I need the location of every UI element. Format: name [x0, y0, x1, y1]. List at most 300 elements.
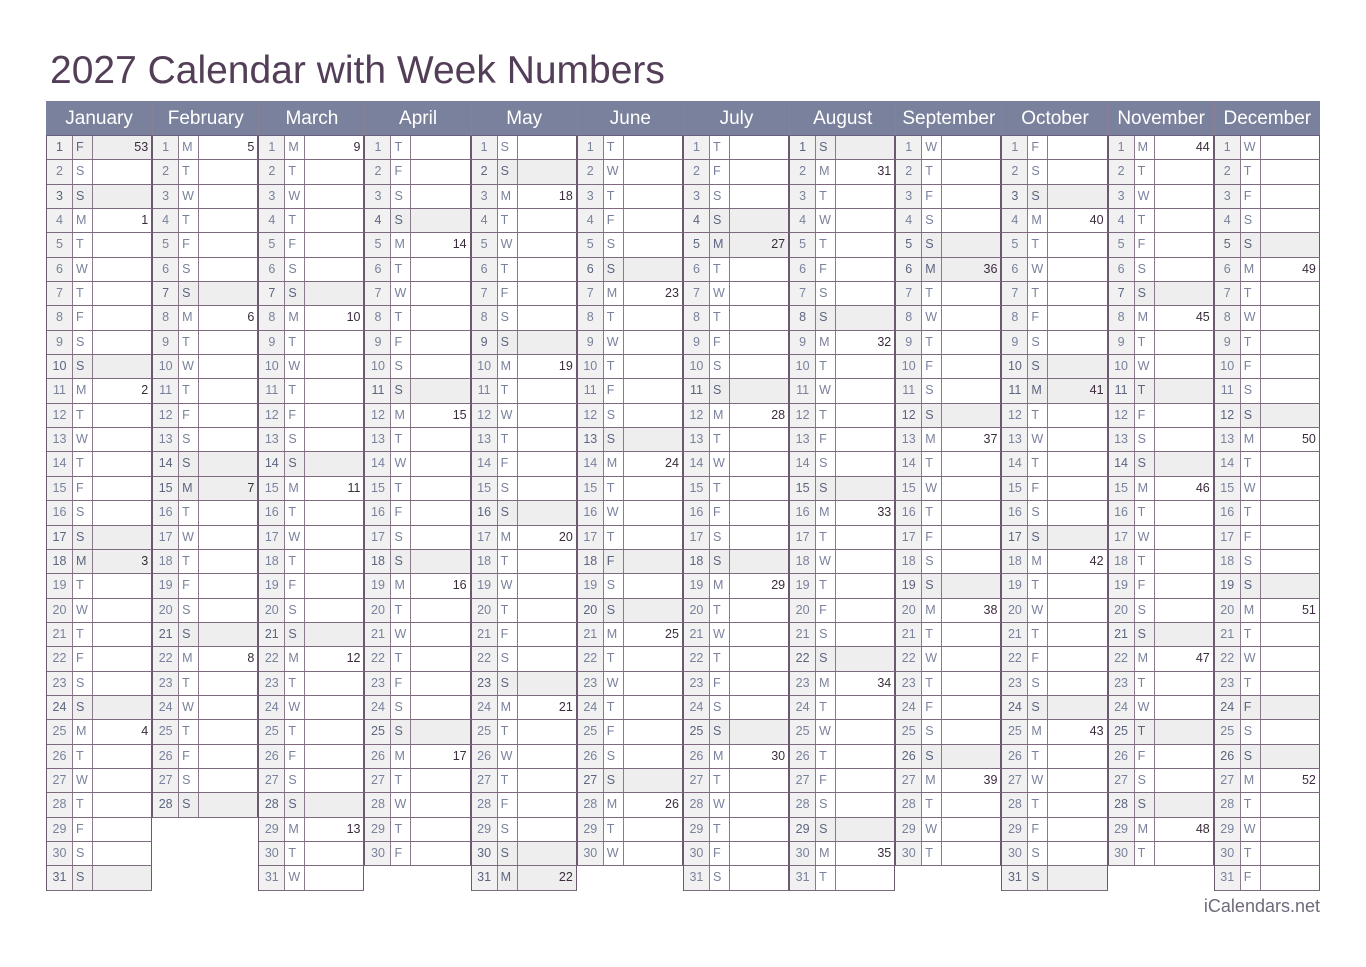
day-row [47, 477, 152, 501]
weekday-letter: M [498, 185, 518, 208]
day-number: 22 [1109, 647, 1135, 670]
weekday-letter: W [73, 599, 93, 622]
day-number: 22 [896, 647, 922, 670]
day-row [259, 233, 364, 257]
day-number: 17 [259, 526, 285, 549]
day-number: 15 [1109, 477, 1135, 500]
day-number: 23 [790, 672, 816, 695]
day-row [259, 331, 364, 355]
weekday-letter: S [391, 526, 411, 549]
weekday-letter: S [1028, 355, 1048, 378]
weekday-letter: S [179, 599, 199, 622]
day-number: 26 [472, 745, 498, 768]
day-row [896, 136, 1001, 160]
day-number: 15 [1215, 477, 1241, 500]
weekday-letter: S [922, 404, 942, 427]
day-row [259, 355, 364, 379]
day-row [365, 696, 470, 720]
week-number [199, 331, 258, 354]
day-number: 6 [365, 258, 391, 281]
day-row [790, 696, 895, 720]
day-row [1109, 282, 1214, 306]
day-number: 24 [684, 696, 710, 719]
day-row [472, 720, 577, 744]
week-number [836, 185, 895, 208]
day-row [472, 209, 577, 233]
day-row [578, 355, 683, 379]
day-row [578, 720, 683, 744]
week-number [1048, 672, 1107, 695]
weekday-letter: T [710, 477, 730, 500]
day-row [1002, 866, 1107, 890]
weekday-letter: M [816, 842, 836, 865]
weekday-letter: F [285, 404, 305, 427]
day-number: 3 [790, 185, 816, 208]
day-number: 24 [47, 696, 73, 719]
day-row [684, 793, 789, 817]
weekday-letter: M [816, 331, 836, 354]
week-number [305, 452, 364, 475]
month-may [471, 101, 577, 891]
day-row [896, 526, 1001, 550]
week-number [730, 550, 789, 573]
weekday-letter: S [604, 574, 624, 597]
day-row [1002, 233, 1107, 257]
day-row [47, 452, 152, 476]
day-number: 15 [472, 477, 498, 500]
day-number: 21 [153, 623, 179, 646]
weekday-letter: T [179, 331, 199, 354]
day-row [259, 185, 364, 209]
day-row [47, 574, 152, 598]
weekday-letter: S [1028, 526, 1048, 549]
day-row [47, 550, 152, 574]
weekday-letter: S [816, 793, 836, 816]
day-number: 11 [153, 379, 179, 402]
day-row [153, 647, 258, 671]
day-number: 4 [578, 209, 604, 232]
week-number [1048, 404, 1107, 427]
day-number: 11 [1109, 379, 1135, 402]
weekday-letter: M [73, 550, 93, 573]
weekday-letter: S [1135, 623, 1155, 646]
weekday-letter: T [498, 258, 518, 281]
weekday-letter: F [179, 574, 199, 597]
day-row [1109, 574, 1214, 598]
day-row [259, 842, 364, 866]
day-row [472, 793, 577, 817]
day-row [47, 842, 152, 866]
day-number: 17 [790, 526, 816, 549]
week-number [1261, 842, 1320, 865]
weekday-letter: S [1028, 842, 1048, 865]
day-number: 27 [790, 769, 816, 792]
day-row [259, 306, 364, 330]
day-number: 29 [472, 818, 498, 841]
week-number [1261, 452, 1320, 475]
day-number: 23 [578, 672, 604, 695]
week-number [411, 452, 470, 475]
day-row [790, 769, 895, 793]
week-number [1261, 477, 1320, 500]
day-number: 15 [896, 477, 922, 500]
week-number [836, 647, 895, 670]
day-number: 6 [1109, 258, 1135, 281]
day-number: 28 [472, 793, 498, 816]
weekday-letter: S [1135, 769, 1155, 792]
day-row [47, 623, 152, 647]
weekday-letter: T [498, 769, 518, 792]
day-row [790, 745, 895, 769]
day-row [259, 574, 364, 598]
day-number: 20 [472, 599, 498, 622]
week-number [199, 355, 258, 378]
week-number [1155, 550, 1214, 573]
day-row [896, 331, 1001, 355]
week-number [1155, 842, 1214, 865]
day-row [684, 185, 789, 209]
day-row [1109, 623, 1214, 647]
week-number [411, 623, 470, 646]
week-number [1155, 404, 1214, 427]
weekday-letter: W [498, 745, 518, 768]
day-row [365, 282, 470, 306]
weekday-letter: W [73, 258, 93, 281]
day-number: 6 [896, 258, 922, 281]
weekday-letter: F [179, 745, 199, 768]
week-number [730, 842, 789, 865]
day-number: 10 [365, 355, 391, 378]
day-number: 23 [1109, 672, 1135, 695]
day-number: 12 [472, 404, 498, 427]
day-row [472, 331, 577, 355]
week-number [411, 136, 470, 159]
week-number [836, 793, 895, 816]
week-number [1048, 306, 1107, 329]
day-number: 21 [47, 623, 73, 646]
weekday-letter: S [1028, 672, 1048, 695]
day-row [259, 623, 364, 647]
day-number: 12 [1002, 404, 1028, 427]
week-number [1048, 233, 1107, 256]
day-row [1215, 647, 1320, 671]
day-number: 9 [1109, 331, 1135, 354]
week-number: 44 [1155, 136, 1214, 159]
week-number: 31 [836, 160, 895, 183]
weekday-letter: S [73, 331, 93, 354]
day-number: 15 [47, 477, 73, 500]
week-number [624, 672, 683, 695]
weekday-letter: M [498, 866, 518, 889]
week-number [411, 306, 470, 329]
day-number: 24 [259, 696, 285, 719]
month-header: January [46, 101, 152, 136]
weekday-letter: W [922, 136, 942, 159]
day-row [365, 672, 470, 696]
day-row [790, 160, 895, 184]
weekday-letter: T [604, 355, 624, 378]
day-number: 23 [47, 672, 73, 695]
day-row [684, 647, 789, 671]
day-number: 30 [896, 842, 922, 865]
weekday-letter: W [710, 623, 730, 646]
day-number: 24 [578, 696, 604, 719]
weekday-letter: T [816, 696, 836, 719]
weekday-letter: S [498, 160, 518, 183]
day-row [896, 696, 1001, 720]
week-number: 19 [518, 355, 577, 378]
weekday-letter: T [1028, 404, 1048, 427]
day-number: 11 [790, 379, 816, 402]
day-row [365, 331, 470, 355]
weekday-letter: W [1241, 818, 1261, 841]
week-number: 24 [624, 452, 683, 475]
day-number: 11 [578, 379, 604, 402]
day-row [153, 696, 258, 720]
day-row [259, 745, 364, 769]
day-number: 8 [684, 306, 710, 329]
week-number [305, 160, 364, 183]
day-row [896, 501, 1001, 525]
day-number: 1 [790, 136, 816, 159]
day-row [365, 769, 470, 793]
day-number: 28 [365, 793, 391, 816]
day-number: 14 [790, 452, 816, 475]
weekday-letter: T [816, 185, 836, 208]
day-number: 9 [684, 331, 710, 354]
day-row [1109, 647, 1214, 671]
day-number: 18 [684, 550, 710, 573]
week-number [1155, 574, 1214, 597]
week-number [730, 160, 789, 183]
day-number: 29 [684, 818, 710, 841]
day-number: 9 [47, 331, 73, 354]
day-number: 20 [896, 599, 922, 622]
week-number [93, 526, 152, 549]
day-row [684, 526, 789, 550]
weekday-letter: M [498, 355, 518, 378]
week-number [518, 160, 577, 183]
day-number: 4 [472, 209, 498, 232]
weekday-letter: S [1028, 696, 1048, 719]
weekday-letter: F [391, 672, 411, 695]
week-number [93, 185, 152, 208]
day-number: 5 [153, 233, 179, 256]
week-number [1155, 720, 1214, 743]
week-number [730, 769, 789, 792]
day-number: 16 [1109, 501, 1135, 524]
weekday-letter: T [498, 379, 518, 402]
weekday-letter: T [604, 526, 624, 549]
day-number: 16 [259, 501, 285, 524]
day-row [365, 501, 470, 525]
weekday-letter: W [1241, 306, 1261, 329]
week-number [93, 623, 152, 646]
day-row [578, 647, 683, 671]
day-number: 11 [1002, 379, 1028, 402]
day-number: 1 [472, 136, 498, 159]
week-number [1048, 647, 1107, 670]
day-number: 29 [1215, 818, 1241, 841]
weekday-letter: F [604, 720, 624, 743]
day-number: 26 [790, 745, 816, 768]
week-number [305, 501, 364, 524]
day-number: 2 [1109, 160, 1135, 183]
weekday-letter: S [1135, 428, 1155, 451]
week-number [836, 136, 895, 159]
weekday-letter: F [710, 842, 730, 865]
day-number: 10 [472, 355, 498, 378]
week-number [942, 526, 1001, 549]
day-number: 25 [1109, 720, 1135, 743]
week-number: 6 [199, 306, 258, 329]
weekday-letter: F [1241, 526, 1261, 549]
weekday-letter: W [1028, 769, 1048, 792]
day-row [684, 379, 789, 403]
day-number: 27 [1215, 769, 1241, 792]
day-row [153, 477, 258, 501]
day-number: 3 [1002, 185, 1028, 208]
week-number [624, 331, 683, 354]
weekday-letter: F [1135, 745, 1155, 768]
day-row [47, 769, 152, 793]
day-number: 16 [47, 501, 73, 524]
weekday-letter: S [922, 379, 942, 402]
week-number [93, 501, 152, 524]
day-row [365, 428, 470, 452]
week-number [518, 501, 577, 524]
day-number: 9 [1002, 331, 1028, 354]
week-number [1048, 452, 1107, 475]
week-number [1048, 769, 1107, 792]
day-number: 28 [896, 793, 922, 816]
weekday-letter: F [285, 574, 305, 597]
day-number: 22 [365, 647, 391, 670]
day-row [1002, 477, 1107, 501]
week-number [730, 258, 789, 281]
day-number: 13 [1215, 428, 1241, 451]
weekday-letter: S [391, 209, 411, 232]
day-number: 20 [1002, 599, 1028, 622]
year-calendar-grid [46, 101, 1320, 891]
week-number [518, 647, 577, 670]
day-row [153, 672, 258, 696]
day-number: 13 [1109, 428, 1135, 451]
weekday-letter: S [922, 720, 942, 743]
weekday-letter: T [604, 185, 624, 208]
day-number: 1 [684, 136, 710, 159]
week-number [942, 647, 1001, 670]
day-row [578, 282, 683, 306]
day-row [1215, 793, 1320, 817]
day-number: 1 [153, 136, 179, 159]
day-row [790, 720, 895, 744]
day-number: 24 [365, 696, 391, 719]
day-row [472, 866, 577, 890]
week-number [942, 842, 1001, 865]
week-number [730, 331, 789, 354]
weekday-letter: T [710, 769, 730, 792]
week-number [1261, 574, 1320, 597]
day-row [578, 672, 683, 696]
day-row [684, 452, 789, 476]
week-number [93, 599, 152, 622]
day-number: 17 [896, 526, 922, 549]
day-row [47, 428, 152, 452]
week-number [1261, 136, 1320, 159]
day-number: 28 [153, 793, 179, 816]
weekday-letter: T [1241, 501, 1261, 524]
day-number: 17 [1215, 526, 1241, 549]
week-number [1261, 793, 1320, 816]
day-number: 13 [1002, 428, 1028, 451]
day-row [578, 258, 683, 282]
day-row [1002, 185, 1107, 209]
week-number [942, 404, 1001, 427]
week-number [624, 526, 683, 549]
day-row [1109, 428, 1214, 452]
day-number: 3 [472, 185, 498, 208]
day-row [1002, 574, 1107, 598]
week-number [411, 672, 470, 695]
weekday-letter: T [1028, 745, 1048, 768]
day-number: 6 [790, 258, 816, 281]
day-row [1109, 769, 1214, 793]
week-number [93, 258, 152, 281]
week-number [305, 769, 364, 792]
weekday-letter: W [391, 623, 411, 646]
day-row [472, 258, 577, 282]
weekday-letter: T [498, 599, 518, 622]
weekday-letter: W [391, 452, 411, 475]
day-number: 22 [47, 647, 73, 670]
day-row [47, 696, 152, 720]
day-number: 23 [259, 672, 285, 695]
day-number: 12 [1215, 404, 1241, 427]
day-row [1002, 404, 1107, 428]
weekday-letter: F [1241, 355, 1261, 378]
day-row [1109, 379, 1214, 403]
week-number [518, 672, 577, 695]
day-row [578, 501, 683, 525]
week-number [93, 477, 152, 500]
weekday-letter: S [391, 185, 411, 208]
day-row [1215, 185, 1320, 209]
week-number [305, 258, 364, 281]
weekday-letter: S [498, 136, 518, 159]
weekday-letter: S [1241, 209, 1261, 232]
day-row [365, 306, 470, 330]
day-number: 8 [259, 306, 285, 329]
weekday-letter: S [73, 185, 93, 208]
day-row [790, 818, 895, 842]
week-number [518, 209, 577, 232]
day-number: 20 [578, 599, 604, 622]
weekday-letter: T [710, 647, 730, 670]
weekday-letter: M [1028, 720, 1048, 743]
day-row [578, 550, 683, 574]
week-number [199, 258, 258, 281]
week-number [1155, 623, 1214, 646]
weekday-letter: W [710, 793, 730, 816]
weekday-letter: T [922, 793, 942, 816]
day-number: 13 [47, 428, 73, 451]
weekday-letter: F [816, 428, 836, 451]
weekday-letter: T [1135, 379, 1155, 402]
day-row [578, 842, 683, 866]
day-number: 16 [1002, 501, 1028, 524]
week-number [1048, 136, 1107, 159]
